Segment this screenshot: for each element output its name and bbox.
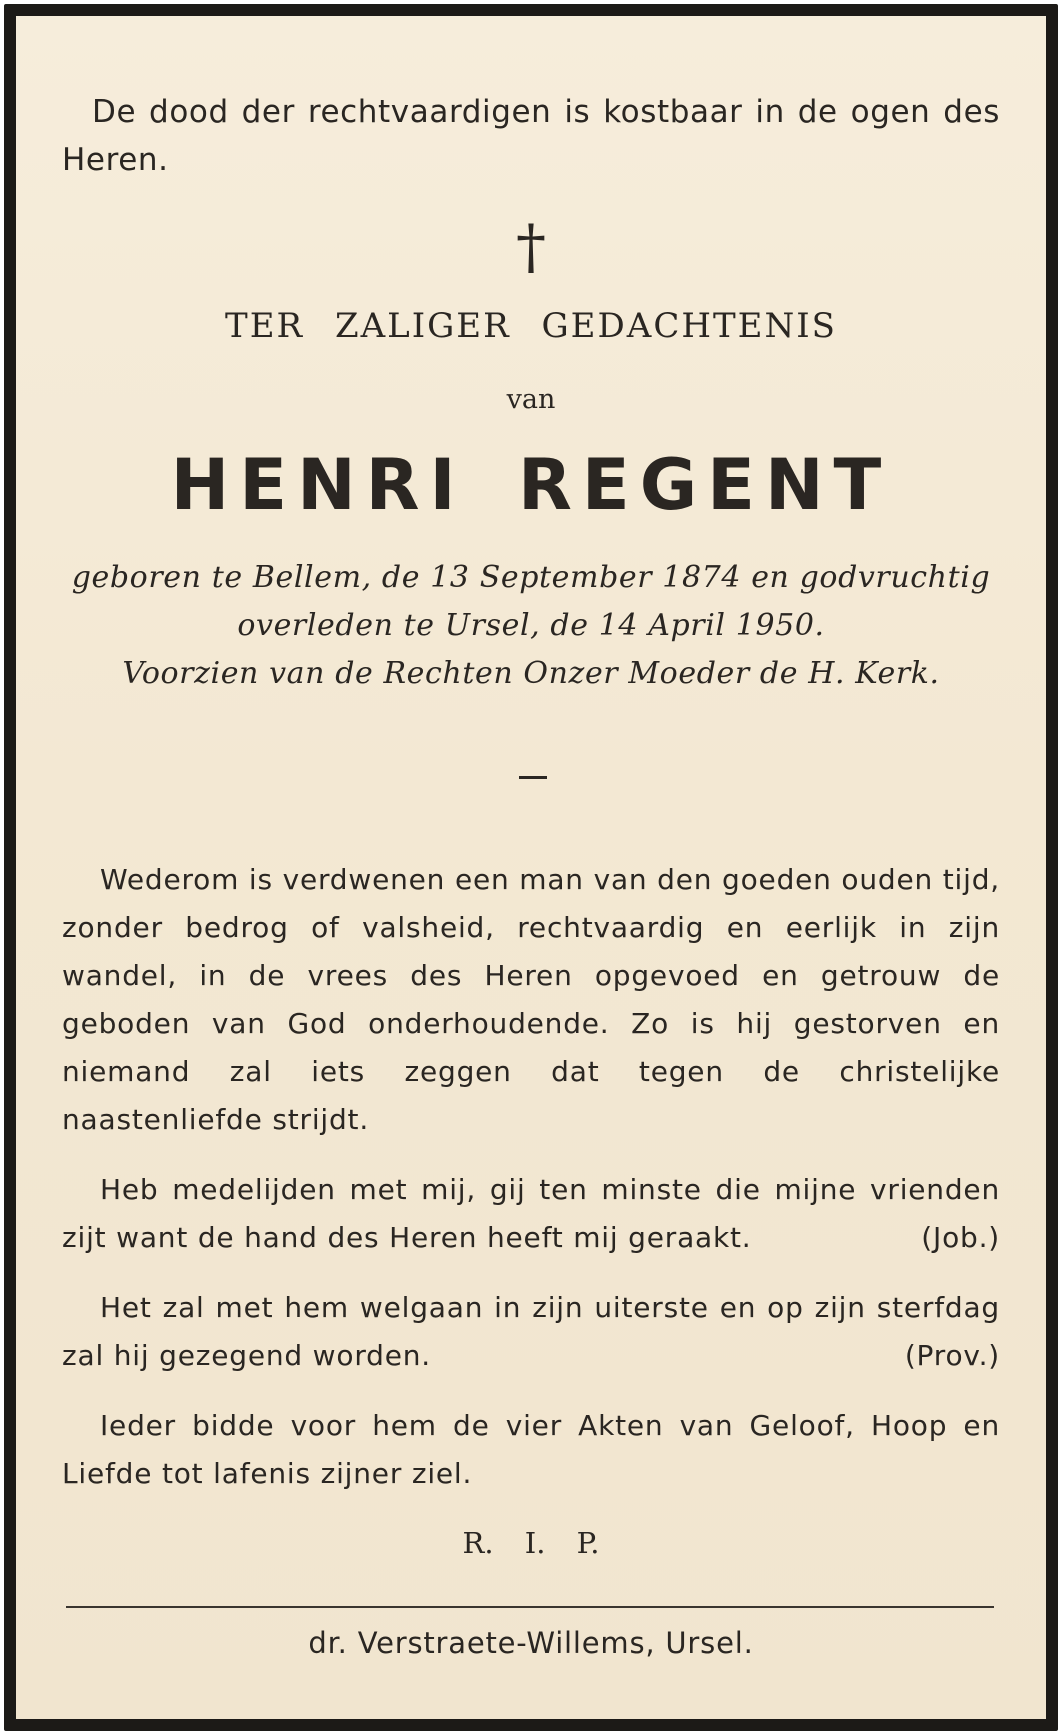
opening-verse: De dood der rechtvaardigen is kostbaar in de ogen des Heren.	[62, 94, 1000, 178]
memorial-heading: TER ZALIGER GEDACHTENIS	[225, 306, 837, 346]
paragraph-prayer: Ieder bidde voor hem de vier Akten van Geloof, Hoop en Liefde tot lafenis zijner ziel.	[62, 1409, 1000, 1490]
paragraph-job	[62, 1166, 1000, 1262]
birth-death-details	[16, 554, 1046, 698]
birth-line-3: Voorzien van de Rechten Onzer Moeder de H. Kerk.	[122, 656, 940, 691]
memorial-card	[4, 4, 1058, 1731]
footer-rule	[66, 1606, 994, 1608]
birth-line-2: overleden te Ursel, de 14 April 1950.	[237, 608, 825, 643]
paragraph-tribute: Wederom is verdwenen een man van den goeden ouden tijd, zonder bedrog of valsheid, rechtvaardig en eerlijk in zijn wandel, in de vrees des Heren opgevoed en getrouw de geboden van God onderhoudende. Zo is hij gestorven en niemand zal iets zeggen dat tegen de christelijke naastenliefde strijdt.	[62, 863, 1000, 1136]
paragraph-prov	[62, 1284, 1000, 1380]
paragraph-job-text: Heb medelijden met mij, gij ten minste die mijne vrienden zijt want de hand des Heren heeft mij geraakt.	[62, 1173, 1000, 1254]
divider-dash	[519, 776, 547, 779]
van-label: van	[506, 384, 556, 415]
birth-line-1: geboren te Bellem, de 13 September 1874 en godvruchtig	[71, 560, 991, 595]
deceased-name: HENRI REGENT	[170, 444, 892, 526]
card-paper	[16, 16, 1046, 1719]
rip-text: R. I. P.	[462, 1526, 600, 1560]
paragraph-prov-reference: (Prov.)	[904, 1339, 1000, 1372]
paragraph-job-reference: (Job.)	[921, 1221, 1000, 1254]
printer-credit: dr. Verstraete-Willems, Ursel.	[308, 1626, 754, 1660]
cross-icon: †	[516, 212, 546, 282]
paragraph-prov-text: Het zal met hem welgaan in zijn uiterste en op zijn sterfdag zal hij gezegend worden.	[62, 1291, 1000, 1372]
